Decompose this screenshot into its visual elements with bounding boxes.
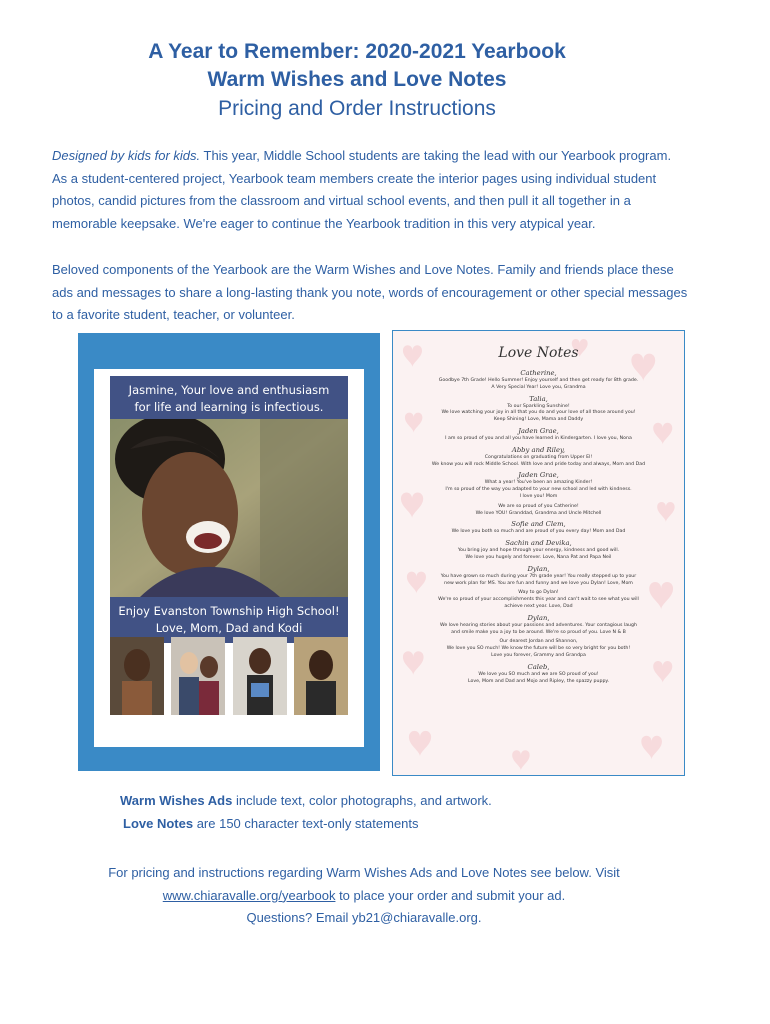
- intro-italic-lead: Designed by kids for kids.: [52, 148, 201, 163]
- intro-line-1: [52, 145, 742, 168]
- intro-line-4: memorable keepsake. We're eager to continue the Yearbook tradition in this very atypical year.: [52, 215, 596, 231]
- title-block: [0, 38, 714, 124]
- love-note: [393, 446, 684, 469]
- love-note: [393, 395, 684, 424]
- thumbnail-photo: [294, 637, 348, 715]
- love-note-message: Goodbye 7th Grade! Hello Summer! Enjoy yourself and then get ready for 8th grade. A Very Special Year! Love you, Grandma: [438, 378, 639, 390]
- thumbnail-photo: [171, 637, 225, 715]
- love-note: [393, 565, 684, 588]
- order-line-1: For pricing and instructions regarding Warm Wishes Ads and Love Notes see below. Visit: [108, 865, 620, 880]
- components-line-1: Beloved components of the Yearbook are the Warm Wishes and Love Notes. Family and friends place these: [52, 262, 674, 277]
- components-paragraph: [52, 259, 742, 327]
- page-title: A Year to Remember: 2020-2021 Yearbook: [148, 40, 566, 63]
- love-note-message: We love you SO much and we are SO proud of you! Love, Mom and Dad and Mojo and Ripley, the spazzy puppy.: [467, 671, 610, 684]
- love-note-message: To our Sparkling Sunshine! We love watching your joy in all that you do and your love of all those around you! Keep Shining! Love, Mama and Daddy: [441, 403, 636, 423]
- page-heading: Pricing and Order Instructions: [218, 97, 496, 120]
- love-note: [393, 369, 684, 392]
- intro-line-3: photos, candid pictures from the classroom and virtual school events, and then pull it all together in a: [52, 193, 631, 208]
- warm-wishes-bottom-banner: Enjoy Evanston Township High School! Love, Mom, Dad and Kodi: [110, 597, 348, 643]
- components-line-2: ads and messages to share a long-lasting thank you note, words of encouragement or other special messages: [52, 284, 688, 300]
- order-instructions: [0, 862, 749, 930]
- order-line-2-text: to place your order and submit your ad.: [335, 887, 566, 903]
- love-note-recipient: Sachin and Devika,: [505, 539, 572, 548]
- love-note: [393, 427, 684, 443]
- love-note-recipient: Sofie and Clem,: [511, 520, 566, 529]
- love-notes-text: are 150 character text-only statements: [193, 815, 419, 831]
- love-note-message: Congratulations on graduating from Upper El! We know you will rock Middle School. With love and pride today and always, Mom and Dad: [431, 454, 646, 467]
- love-note-recipient: Catherine,: [520, 369, 557, 377]
- love-note-message: We love hearing stories about your passions and adventures. Your contagious laugh and smile make you a joy to be around. We're so proud of you. Love N & B: [440, 622, 637, 635]
- love-note-message: You bring joy and hope through your energy, kindness and good will. We love you hugely and forever. Love, Nana Pat and Papa Neil: [457, 548, 620, 560]
- yearbook-link[interactable]: www.chiaravalle.org/yearbook: [162, 887, 336, 903]
- love-note: [393, 614, 684, 637]
- love-note-recipient: Talia,: [529, 394, 548, 403]
- love-notes-content: [393, 331, 684, 688]
- love-note-message: You have grown so much during your 7th grade year! You really stepped up to your new work plan for MS. You are fun and funny and we love you Dylan! Love, Mom: [440, 573, 637, 586]
- love-note: [393, 590, 684, 610]
- order-line-2: [0, 885, 749, 908]
- love-notes-label: Love Notes: [123, 815, 194, 831]
- warm-wishes-top-banner: Jasmine, Your love and enthusiasm for life and learning is infectious.: [110, 376, 348, 422]
- love-note-message: We are so proud of you Catherine! We love YOU! Granddad, Grandma and Uncle Mitchell: [475, 503, 602, 516]
- warm-wishes-ad-page: [94, 369, 364, 747]
- love-notes-description: [120, 813, 720, 836]
- love-note-message: What a year! You've been an amazing Kinder! I'm so proud of the way you adapted to your new school and led with kindness. I love you! Mom: [445, 480, 632, 499]
- page-subtitle: Warm Wishes and Love Notes: [207, 68, 507, 91]
- love-notes-sample-page: [392, 330, 685, 776]
- ad-type-descriptions: [120, 790, 720, 835]
- love-note-recipient: Dylan,: [527, 564, 550, 573]
- warm-wishes-text: include text, color photographs, and artwork.: [232, 793, 492, 808]
- warm-wishes-label: Warm Wishes Ads: [120, 793, 233, 808]
- love-note: [393, 639, 684, 659]
- love-note: [393, 539, 684, 562]
- warm-wishes-sample-ad: [78, 333, 380, 771]
- love-notes-title: Love Notes: [498, 345, 579, 361]
- love-note-message: We love you both so much and are proud of you every day! Mom and Dad: [451, 529, 626, 535]
- intro-paragraph: [52, 145, 742, 235]
- love-note-message: I am so proud of you and all you have learned in Kindergarten. I love you, Nona: [445, 435, 632, 441]
- thumbnail-photo: [110, 637, 164, 715]
- love-note: [393, 471, 684, 500]
- love-note: [393, 504, 684, 518]
- love-note-message: Our dearest Jordan and Shannon, We love you SO much! We know the future will be so very bright for you both! Love you forever, Grammy and Grandpa: [446, 639, 631, 658]
- thumbnail-photo: [233, 637, 287, 715]
- love-note-recipient: Abby and Riley,: [511, 445, 566, 454]
- components-line-3: to a favorite student, teacher, or volunteer.: [52, 307, 295, 322]
- love-note-recipient: Jaden Grae,: [518, 471, 559, 480]
- love-note: [393, 663, 684, 686]
- photo-thumbnail-row: [110, 637, 348, 715]
- intro-line-2: As a student-centered project, Yearbook team members create the interior pages using individual student: [52, 170, 657, 186]
- intro-line-1-text: This year, Middle School students are taking the lead with our Yearbook program.: [200, 148, 672, 163]
- warm-wishes-description: [120, 790, 720, 813]
- questions-email-line: Questions? Email yb21@chiaravalle.org.: [246, 910, 482, 925]
- love-notes-list: [393, 369, 684, 685]
- love-note-recipient: Dylan,: [527, 613, 550, 622]
- love-note-message: Way to go Dylan! We're so proud of your accomplishments this year and can't wait to see what you will achieve next year. Love, Dad: [438, 590, 639, 609]
- love-note-recipient: Caleb,: [527, 662, 550, 671]
- love-note: [393, 520, 684, 536]
- student-portrait-photo: [110, 419, 348, 597]
- love-note-recipient: Jaden Grae,: [518, 426, 559, 435]
